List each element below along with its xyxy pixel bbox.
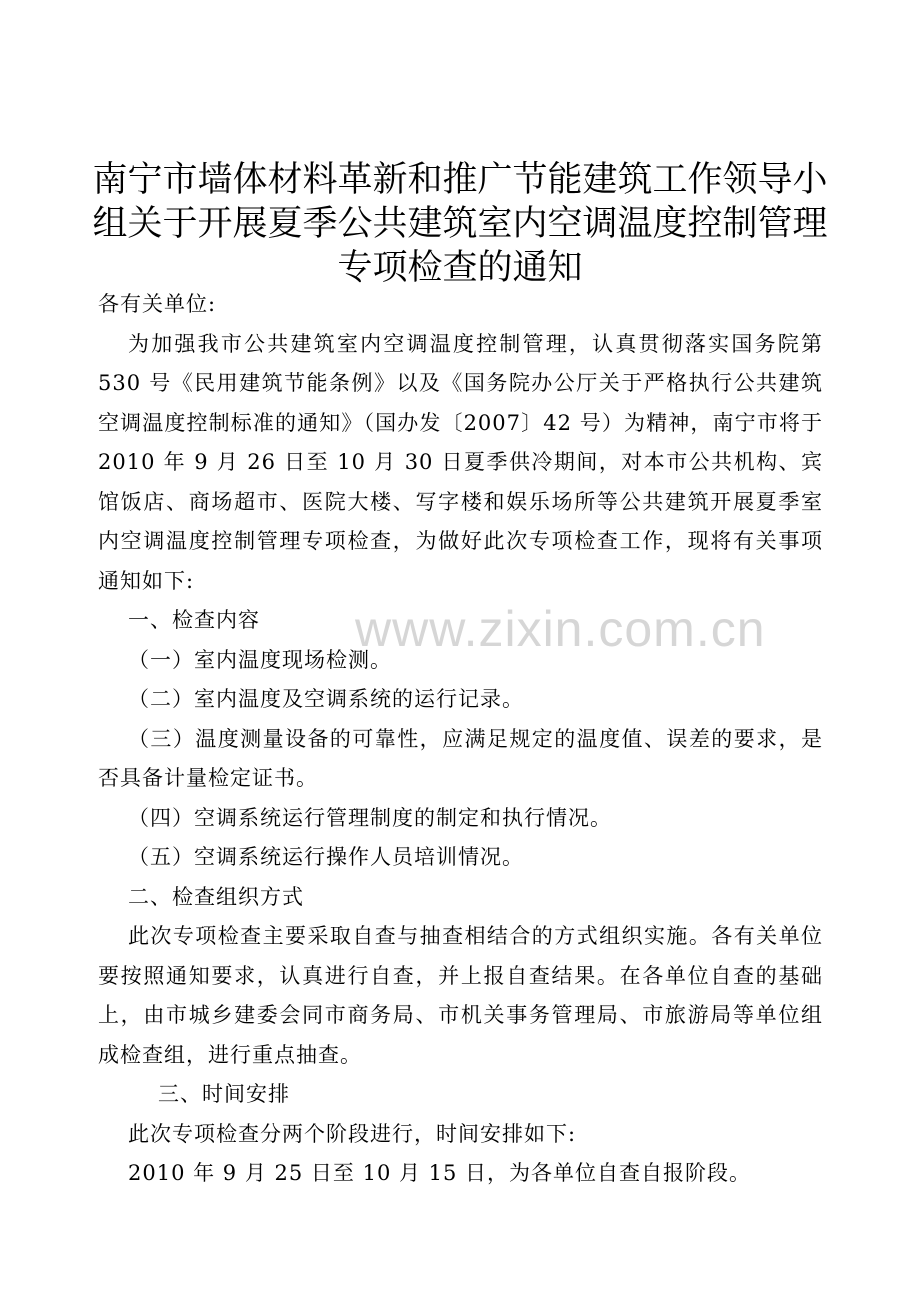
section-2-paragraph: 此次专项检查主要采取自查与抽查相结合的方式组织实施。各有关单位要按照通知要求，认真进行自查，并上报自查结果。在各单位自查的基础上，由市城乡建委会同市商务局、市机关事务管理局、市旅游局等单位组成检查组，进行重点抽查。 bbox=[98, 924, 823, 1067]
document-title: 南宁市墙体材料革新和推广节能建筑工作领导小组关于开展夏季公共建筑室内空调温度控制管理专项检查的通知 bbox=[92, 160, 828, 288]
section-3-stage-1: 2010 年 9 月 25 日至 10 月 15 日，为各单位自查自报阶段。 bbox=[128, 1161, 752, 1185]
section-1-item-5: （五）空调系统运行操作人员培训情况。 bbox=[128, 845, 524, 869]
salutation: 各有关单位: bbox=[98, 292, 217, 316]
watermark: www.zixin.com.cn bbox=[355, 601, 766, 657]
section-1-heading: 一、检查内容 bbox=[128, 608, 260, 632]
section-1-item-4: （四）空调系统运行管理制度的制定和执行情况。 bbox=[128, 805, 612, 830]
section-3-heading: 三、时间安排 bbox=[158, 1082, 290, 1106]
section-1-item-1: （一）室内温度现场检测。 bbox=[128, 647, 392, 672]
section-2-heading: 二、检查组织方式 bbox=[128, 884, 304, 909]
section-1-item-2: （二）室内温度及空调系统的运行记录。 bbox=[128, 687, 524, 711]
intro-paragraph: 为加强我市公共建筑室内空调温度控制管理，认真贯彻落实国务院第 530 号《民用建筑节能条例》以及《国务院办公厅关于严格执行公共建筑空调温度控制标准的通知》（国办发〔2007〕42 号）为精神，南宁市将于 2010 年 9 月 26 日至 10 月 30 日夏季供冷期间，对本市公共机构、宾馆饭店、商场超市、医院大楼、写字楼和娱乐场所等公共建筑开展夏季室内空调温度控制管理专项检查，为做好此次专项检查工作，现将有关事项通知如下: bbox=[98, 331, 823, 593]
section-3-paragraph: 此次专项检查分两个阶段进行，时间安排如下: bbox=[128, 1121, 577, 1146]
section-1-item-3: （三）温度测量设备的可靠性，应满足规定的温度值、误差的要求，是否具备计量检定证书。 bbox=[98, 726, 823, 790]
document-body bbox=[98, 285, 823, 1194]
